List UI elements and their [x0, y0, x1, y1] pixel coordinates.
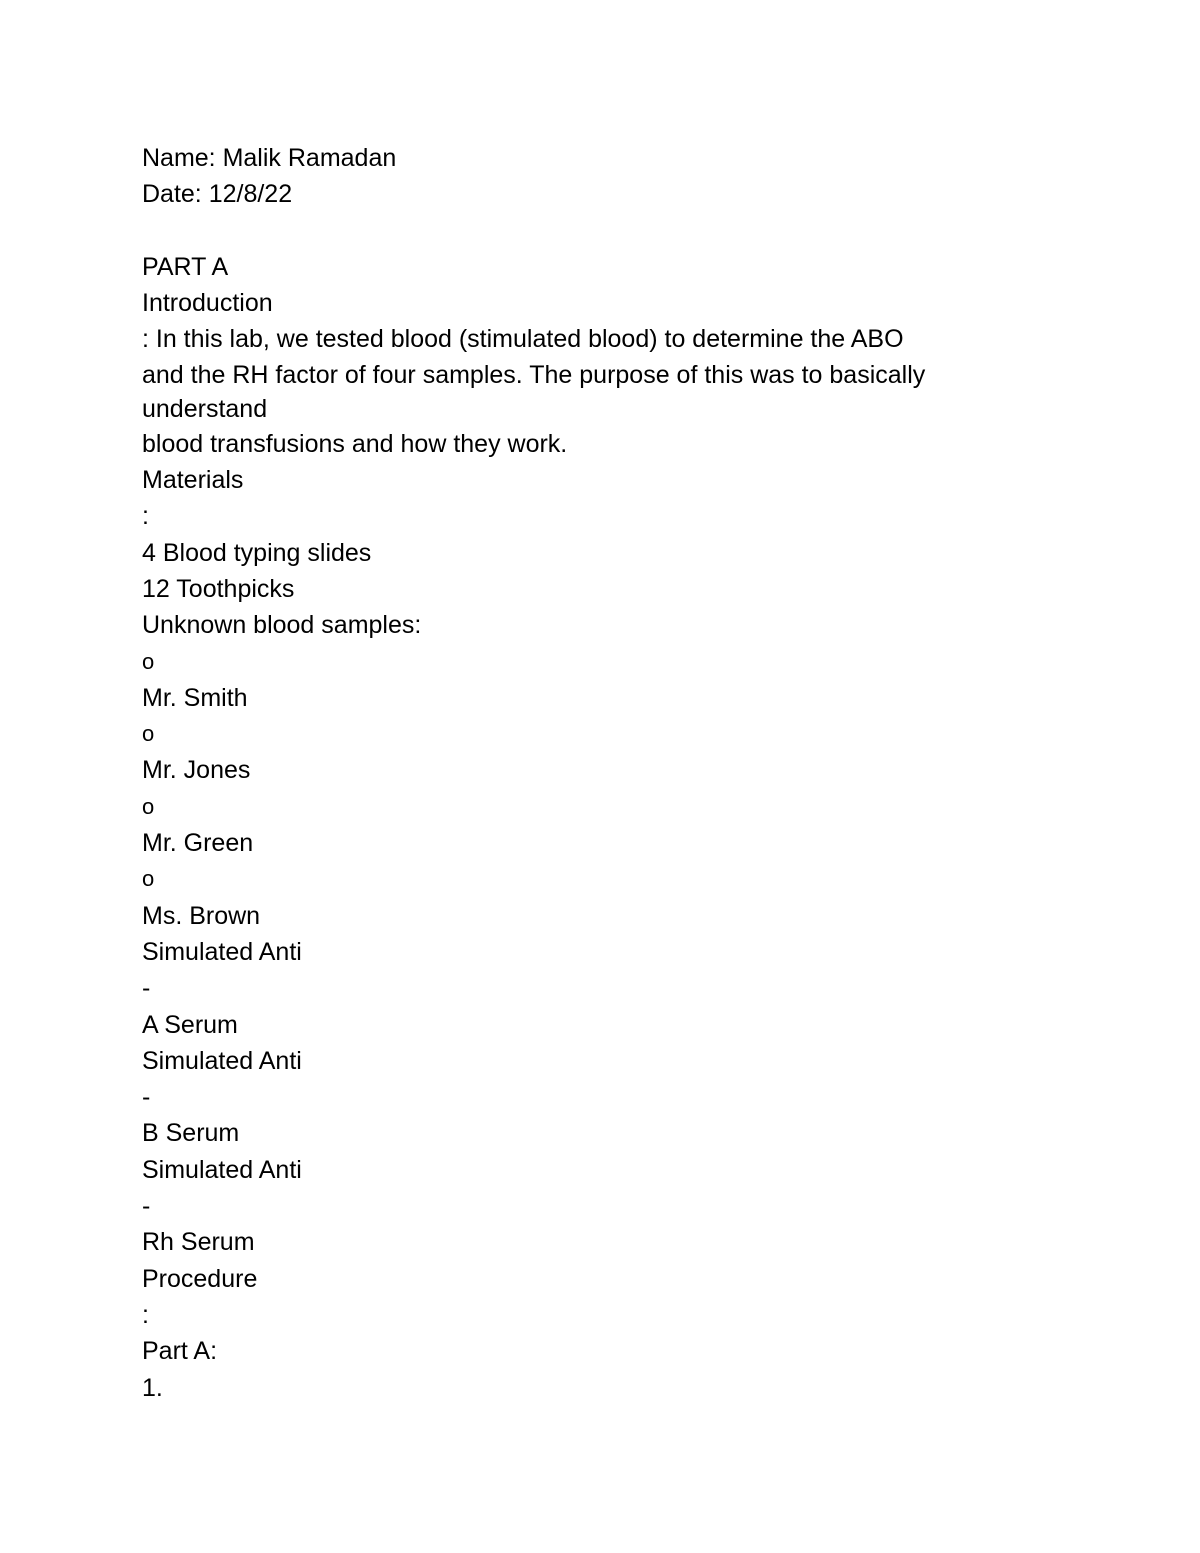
sample-item: Mr. Smith: [142, 683, 248, 712]
introduction-title: Introduction: [142, 289, 273, 318]
materials-title: Materials: [142, 466, 244, 495]
introduction-text-4: blood transfusions and how they work.: [142, 429, 568, 458]
report-date: Date: 12/8/22: [142, 180, 293, 209]
serum-dash: -: [142, 974, 151, 1003]
serum-prefix: Simulated Anti: [142, 937, 302, 966]
document-body: [142, 140, 1042, 1406]
introduction-text-3: understand: [142, 394, 268, 423]
serum-dash: -: [142, 1192, 151, 1221]
procedure-step-number: 1.: [142, 1373, 163, 1402]
spacer: [142, 213, 1042, 249]
bullet-circle-icon: o: [142, 793, 155, 819]
bullet-circle-icon: o: [142, 648, 155, 674]
serum-prefix: Simulated Anti: [142, 1046, 302, 1075]
serum-name: B Serum: [142, 1119, 240, 1148]
serum-name: Rh Serum: [142, 1228, 255, 1257]
material-item: 4 Blood typing slides: [142, 538, 372, 567]
serum-dash: -: [142, 1083, 151, 1112]
procedure-part-label: Part A:: [142, 1337, 218, 1366]
materials-colon: :: [142, 502, 149, 531]
bullet-circle-icon: o: [142, 721, 155, 747]
material-item: 12 Toothpicks: [142, 574, 295, 603]
serum-prefix: Simulated Anti: [142, 1155, 302, 1184]
procedure-title: Procedure: [142, 1264, 258, 1293]
procedure-colon: :: [142, 1300, 149, 1329]
sample-item: Ms. Brown: [142, 901, 261, 930]
introduction-text-1: : In this lab, we tested blood (stimulated blood) to determine the ABO: [142, 325, 904, 354]
introduction-text-2: and the RH factor of four samples. The purpose of this was to basically: [142, 360, 926, 389]
sample-item: Mr. Jones: [142, 756, 251, 785]
part-a-heading: PART A: [142, 252, 229, 281]
student-name: Name: Malik Ramadan: [142, 144, 397, 172]
material-item: Unknown blood samples:: [142, 611, 422, 640]
bullet-circle-icon: o: [142, 866, 155, 892]
sample-item: Mr. Green: [142, 829, 254, 858]
serum-name: A Serum: [142, 1010, 238, 1039]
